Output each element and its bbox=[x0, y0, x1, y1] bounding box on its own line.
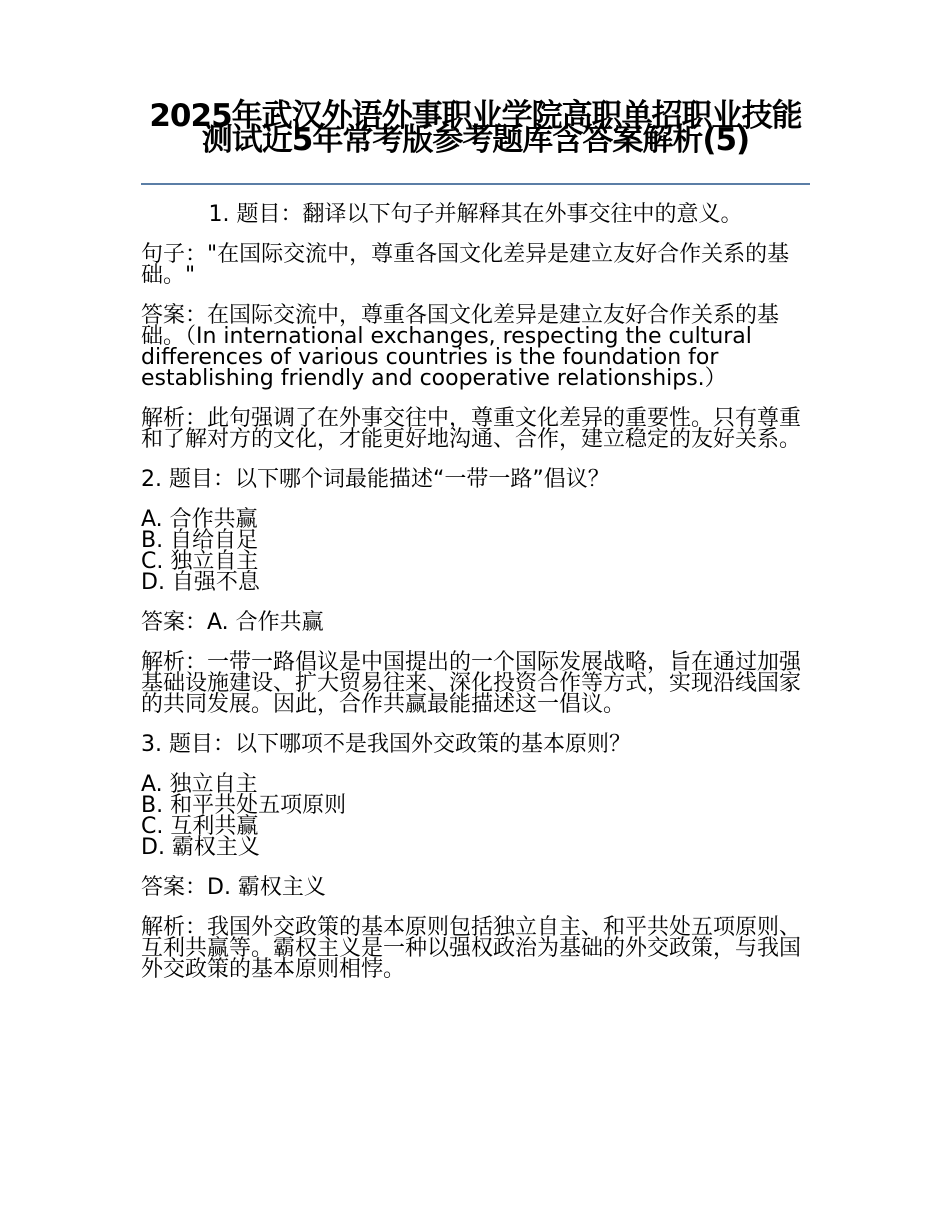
question-text: 1. 题目：翻译以下句子并解释其在外事交往中的意义。 bbox=[208, 202, 743, 227]
option-c: C. 互利共赢 bbox=[141, 814, 259, 839]
title-divider bbox=[141, 183, 810, 185]
option-d: D. 自强不息 bbox=[141, 570, 260, 595]
option-a: A. 独立自主 bbox=[141, 772, 258, 797]
analysis-text: 解析：我国外交政策的基本原则包括独立自主、和平共处五项原则、互利共赢等。霸权主义是一种以强权政治为基础的外交政策，与我国外交政策的基本原则相悖。 bbox=[141, 915, 802, 982]
question-text: 2. 题目：以下哪个词最能描述“一带一路”倡议？ bbox=[141, 467, 610, 492]
option-b: B. 和平共处五项原则 bbox=[141, 793, 347, 818]
document-body bbox=[141, 204, 810, 999]
option-b: B. 自给自足 bbox=[141, 528, 259, 553]
question-text: 3. 题目：以下哪项不是我国外交政策的基本原则？ bbox=[141, 732, 631, 757]
analysis-text: 解析：此句强调了在外事交往中，尊重文化差异的重要性。只有尊重和了解对方的文化，才能更好地沟通、合作，建立稳定的友好关系。 bbox=[141, 406, 802, 452]
answer-text: 答案：在国际交流中，尊重各国文化差异是建立友好合作关系的基础。（In international exchanges, respecting the cultural differences of various countries is the foundation for establishing friendly and cooperative relationships.） bbox=[141, 303, 780, 391]
question-sentence: 句子："在国际交流中，尊重各国文化差异是建立友好合作关系的基础。" bbox=[141, 242, 790, 288]
option-c: C. 独立自主 bbox=[141, 549, 259, 574]
question-1 bbox=[141, 204, 810, 450]
answer-text: 答案：A. 合作共赢 bbox=[141, 610, 324, 635]
document-title: 2025年武汉外语外事职业学院高职单招职业技能测试近5年常考版参考题库含答案解析(5) bbox=[149, 98, 802, 158]
options-list bbox=[141, 774, 810, 858]
option-a: A. 合作共赢 bbox=[141, 507, 258, 532]
option-d: D. 霸权主义 bbox=[141, 835, 260, 860]
analysis-text: 解析：一带一路倡议是中国提出的一个国际发展战略，旨在通过加强基础设施建设、扩大贸易往来、深化投资合作等方式，实现沿线国家的共同发展。因此，合作共赢最能描述这一倡议。 bbox=[141, 650, 802, 717]
answer-text: 答案：D. 霸权主义 bbox=[141, 875, 326, 900]
question-3 bbox=[141, 734, 810, 980]
options-list bbox=[141, 509, 810, 593]
question-2 bbox=[141, 469, 810, 715]
